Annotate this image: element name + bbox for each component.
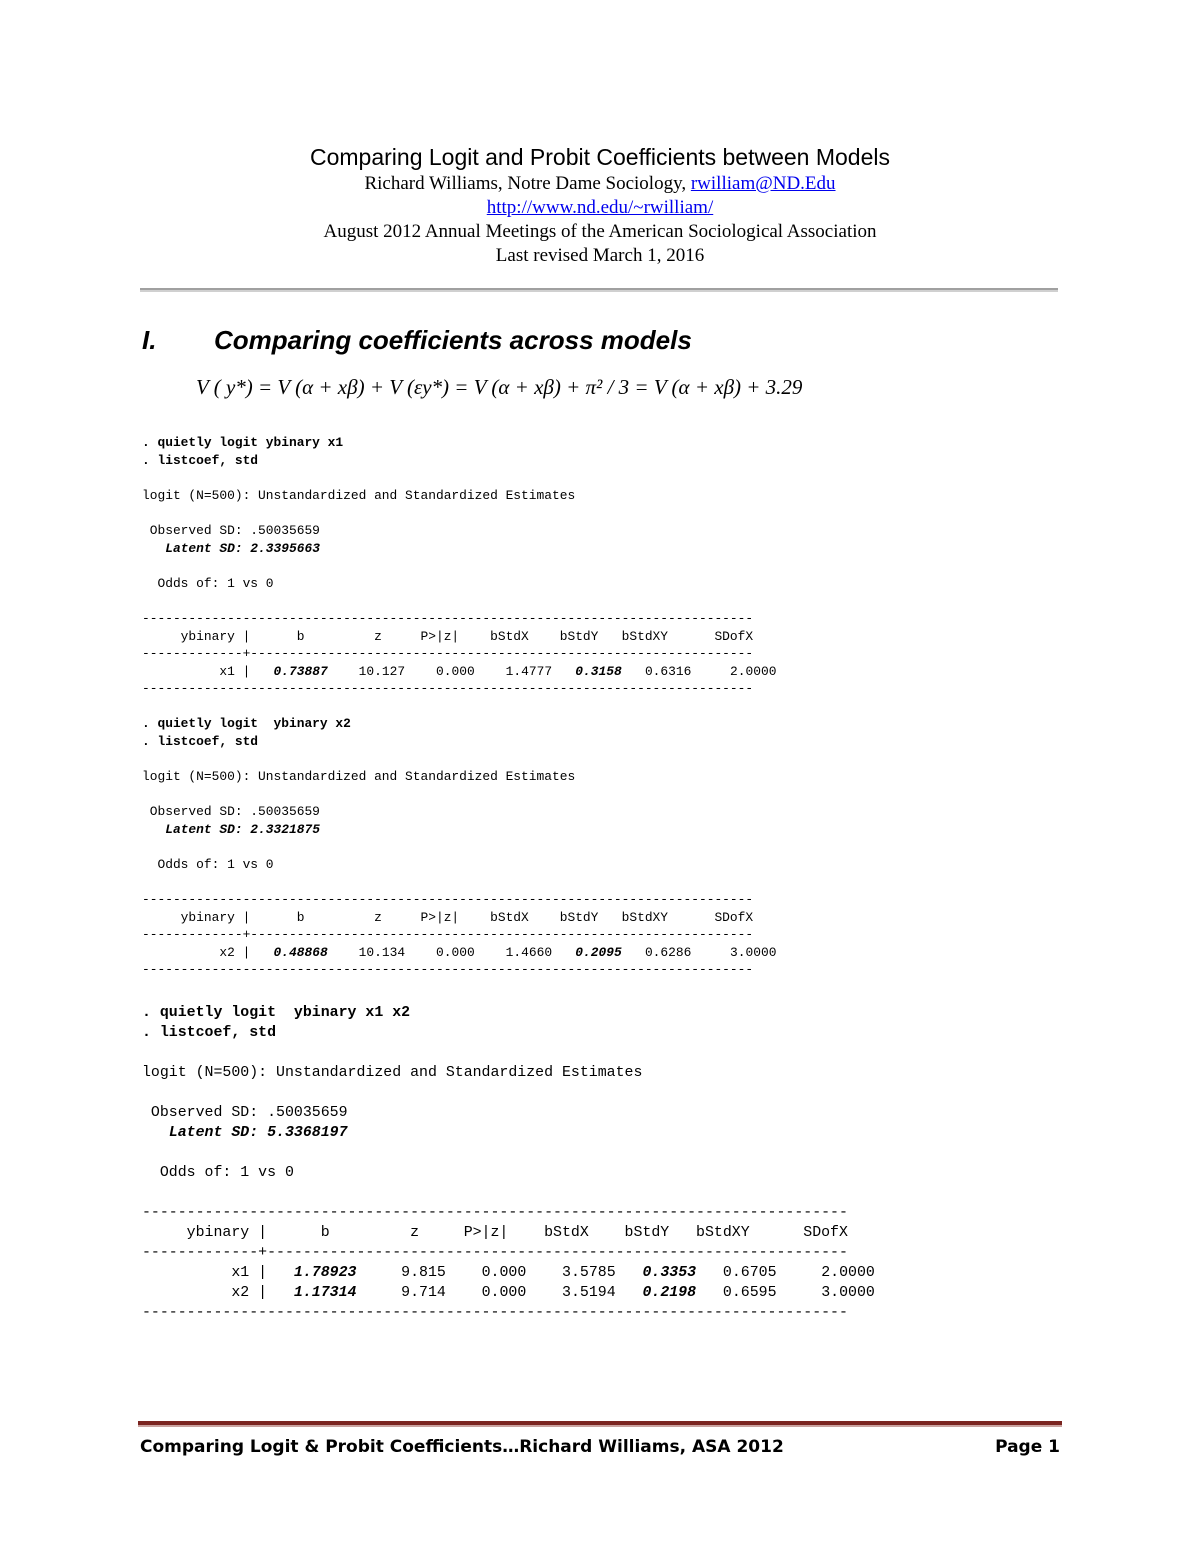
revised-line: Last revised March 1, 2016 [495, 245, 705, 266]
coef-bstdy: 0.2198 [642, 1285, 697, 1301]
coef-bstdxy: 0.6595 [722, 1285, 777, 1301]
odds-line: Odds of: 1 vs 0 [142, 856, 274, 872]
command-line: . quietly logit ybinary x1 [142, 435, 344, 450]
coef-bstdx: 1.4777 [505, 663, 553, 679]
table-row: x2 | 1.17314 9.714 0.000 3.5194 0.2198 0.6595 3.0000 [231, 1285, 875, 1301]
command-line: . listcoef, std [142, 452, 259, 468]
variance-equation: V ( y*) = V (α + xβ) + V (εy*) = V (α + xβ) + π² / 3 = V (α + xβ) + 3.29 [196, 375, 803, 399]
table-rule: ------------------------------------------------------------------------------- [142, 1305, 848, 1321]
coef-sdofx: 3.0000 [730, 944, 777, 960]
odds-line: Odds of: 1 vs 0 [142, 575, 274, 591]
coef-p: 0.000 [436, 663, 475, 679]
table-rule: ------------------------------------------------------------------------------- [142, 610, 754, 626]
coef-z: 10.127 [358, 663, 406, 679]
section-number: I. [142, 325, 157, 355]
command-line: . listcoef, std [142, 733, 259, 749]
document-title: Comparing Logit and Probit Coefficients between Models [309, 144, 891, 170]
email-link[interactable]: rwilliam@ND.Edu [690, 173, 836, 194]
observed-sd: Observed SD: .50035659 [142, 522, 320, 538]
estimates-summary: logit (N=500): Unstandardized and Standardized Estimates [142, 487, 576, 503]
coef-b: 0.73887 [273, 663, 328, 679]
command-line: . listcoef, std [142, 1025, 277, 1041]
estimates-summary: logit (N=500): Unstandardized and Standardized Estimates [142, 1065, 643, 1081]
observed-sd: Observed SD: .50035659 [142, 1105, 348, 1121]
section-title: Comparing coefficients across models [214, 325, 692, 355]
table-rule: ------------------------------------------------------------------------------- [142, 1205, 848, 1221]
coef-bstdxy: 0.6286 [644, 944, 692, 960]
table-separator: -------------+----------------------------------------------------------------- [142, 927, 754, 943]
var-name: x1 [219, 663, 235, 679]
table-row: x2 | 0.48868 10.134 0.000 1.4660 0.2095 0.6286 3.0000 [219, 944, 777, 960]
command-line: . quietly logit ybinary x2 [142, 716, 351, 731]
coef-bstdx: 1.4660 [505, 944, 553, 960]
coef-bstdx: 3.5785 [562, 1265, 616, 1281]
author-text: Richard Williams, Notre Dame Sociology, [364, 173, 691, 194]
estimates-summary: logit (N=500): Unstandardized and Standardized Estimates [142, 768, 576, 784]
table-header: ybinary | b z P>|z| bStdX bStdY bStdXY SDofX [142, 909, 754, 925]
coef-bstdx: 3.5194 [562, 1285, 616, 1301]
var-name: x2 [231, 1285, 250, 1301]
var-name: x2 [219, 944, 235, 960]
coef-sdofx: 2.0000 [821, 1265, 875, 1281]
table-rule: ------------------------------------------------------------------------------- [142, 891, 754, 907]
coef-bstdy: 0.3353 [642, 1265, 697, 1281]
coef-z: 10.134 [358, 944, 406, 960]
coef-b: 0.48868 [273, 944, 328, 960]
observed-sd: Observed SD: .50035659 [142, 803, 320, 819]
coef-p: 0.000 [436, 944, 475, 960]
coef-z: 9.815 [401, 1265, 446, 1281]
var-name: x1 [231, 1265, 250, 1281]
latent-sd: Latent SD: 2.3321875 [165, 821, 320, 837]
author-line [140, 172, 1060, 196]
latent-sd: Latent SD: 5.3368197 [168, 1125, 348, 1141]
table-separator: -------------+----------------------------------------------------------------- [142, 646, 754, 662]
meeting-line: August 2012 Annual Meetings of the American Sociological Association [323, 221, 877, 242]
page-number: Page 1 [995, 1437, 1060, 1457]
url-line [140, 196, 1060, 220]
website-link[interactable]: http://www.nd.edu/~rwilliam/ [486, 197, 714, 218]
coef-bstdy: 0.3158 [575, 663, 622, 679]
coef-bstdxy: 0.6316 [644, 663, 692, 679]
stata-output-block-3 [142, 1003, 875, 1323]
coef-b: 1.17314 [293, 1285, 357, 1301]
stata-output-block-2 [142, 715, 776, 979]
section-heading [142, 322, 1042, 358]
stata-output-block-1 [142, 434, 776, 698]
coef-sdofx: 2.0000 [730, 663, 777, 679]
table-header: ybinary | b z P>|z| bStdX bStdY bStdXY SDofX [142, 1225, 848, 1241]
table-header: ybinary | b z P>|z| bStdX bStdY bStdXY SDofX [142, 628, 754, 644]
coef-p: 0.000 [481, 1285, 527, 1301]
footer-divider [138, 1421, 1062, 1427]
coef-z: 9.714 [401, 1285, 446, 1301]
coef-bstdy: 0.2095 [575, 944, 622, 960]
command-line: . quietly logit ybinary x1 x2 [142, 1005, 411, 1021]
table-rule: ------------------------------------------------------------------------------- [142, 681, 754, 697]
header-divider [140, 288, 1058, 292]
latent-sd: Latent SD: 2.3395663 [165, 540, 320, 556]
coef-b: 1.78923 [293, 1265, 357, 1281]
table-separator: -------------+----------------------------------------------------------------- [142, 1245, 848, 1261]
table-row: x1 | 1.78923 9.815 0.000 3.5785 0.3353 0.6705 2.0000 [231, 1265, 875, 1281]
table-row: x1 | 0.73887 10.127 0.000 1.4777 0.3158 0.6316 2.0000 [219, 663, 777, 679]
coef-sdofx: 3.0000 [821, 1285, 875, 1301]
document-header [140, 142, 1060, 268]
table-rule: ------------------------------------------------------------------------------- [142, 962, 754, 978]
coef-bstdxy: 0.6705 [722, 1265, 777, 1281]
footer-title: Comparing Logit & Probit Coefficients…Richard Williams, ASA 2012 [140, 1437, 784, 1457]
coef-p: 0.000 [481, 1265, 527, 1281]
odds-line: Odds of: 1 vs 0 [142, 1165, 294, 1181]
